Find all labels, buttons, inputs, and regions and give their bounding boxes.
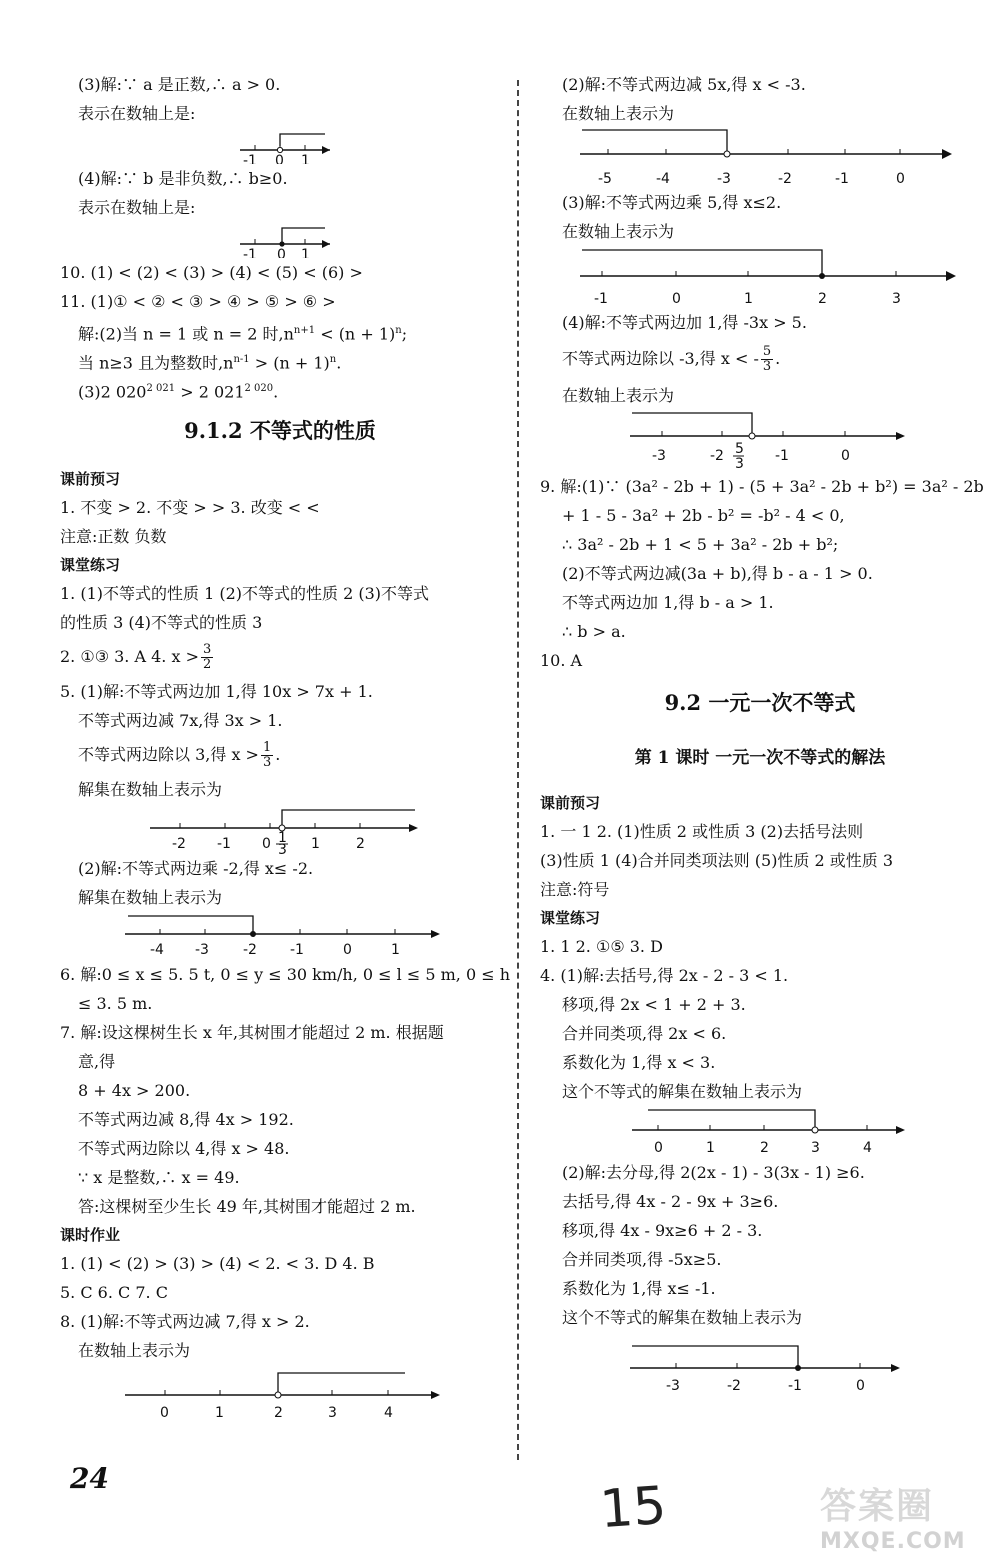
answer-line: 系数化为 1,得 x≤ -1. [562,1279,716,1298]
answer-line: (2)不等式两边减(3a + b),得 b - a - 1 > 0. [562,564,873,583]
answer-line: 1. 一 1 2. (1)性质 2 或性质 3 (2)去括号法则 [540,822,864,841]
answer-line: 7. 解:设这棵树生长 x 年,其树围才能超过 2 m. 根据题 [60,1023,444,1042]
tick-label: -1 [788,1378,802,1394]
answer-line: 解集在数轴上表示为 [78,888,223,907]
watermark [820,1478,995,1558]
page-number: 24 [70,1462,109,1495]
answer-line: (2)解:不等式两边减 5x,得 x < -3. [562,75,806,94]
number-line [60,1365,500,1421]
answer-line: ∴ b > a. [562,622,626,641]
tick-label: -2 [243,942,257,958]
number-line [540,1332,980,1394]
right-column [540,70,984,1394]
number-line [540,1106,980,1158]
section-title: 9.1.2 不等式的性质 [184,418,376,443]
answer-line: 这个不等式的解集在数轴上表示为 [562,1308,803,1327]
subsection-heading: 课前预习 [60,470,121,488]
tick-label: 0 [841,448,850,464]
answer-line: 11. (1)① < ② < ③ > ④ > ⑤ > ⑥ > [60,292,336,311]
number-line [540,128,980,188]
tick-label: -4 [656,171,670,187]
tick-label: 0 [856,1378,865,1394]
number-line [540,246,980,308]
number-line [60,912,500,960]
watermark-url: MXQE.COM [820,1529,966,1554]
column-divider [517,80,519,1460]
tick-label: -2 [710,448,724,464]
tick-label: 0 [160,1405,169,1421]
answer-line: 合并同类项,得 -5x≥5. [562,1250,722,1269]
number-line [540,410,980,472]
subsection-heading: 课时作业 [60,1226,121,1244]
answer-line: 移项,得 2x < 1 + 2 + 3. [562,995,746,1014]
tick-label: 3 [328,1405,337,1421]
answer-line: 表示在数轴上是: [78,198,196,217]
tick-label: -1 [217,836,231,852]
lesson-title: 第 1 课时 一元一次不等式的解法 [634,748,886,768]
answer-line: 解:(2)当 n = 1 或 n = 2 时$,n^{n+1} < (n + 1)^n$; [78,324,408,344]
tick-label: 1 [215,1405,224,1421]
answer-line: 在数轴上表示为 [562,222,675,241]
answer-line: 合并同类项,得 2x < 6. [562,1024,727,1043]
answer-line: (3)性质 1 (4)合并同类项法则 (5)性质 2 或性质 3 [540,851,894,870]
subsection-heading: 课堂练习 [540,909,601,927]
answer-line: (3)2 $020^{2 021} > 2$ $021^{2 020}$. [78,382,279,402]
tick-label: 2 [356,836,365,852]
tick-label: 5 [735,441,744,457]
answer-line: 系数化为 1,得 x < 3. [562,1053,716,1072]
answer-line: (4)解:∵ b 是非负数,∴ b≥0. [78,169,288,188]
answer-line: 1. (1) < (2) > (3) > (4) < 2. < 3. D 4. B [60,1254,375,1273]
answer-line: 5. C 6. C 7. C [60,1283,168,1302]
answer-line: 4. (1)解:去括号,得 2x - 2 - 3 < 1. [540,966,789,985]
answer-line: ∴ 3a² - 2b + 1 < 5 + 3a² - 2b + b²; [562,535,839,554]
tick-label: -3 [195,942,209,958]
answer-line: 注意:正数 负数 [60,527,167,546]
answer-line: 解集在数轴上表示为 [78,780,223,799]
tick-label: 0 [275,153,284,164]
answer-line: 10. A [540,651,583,670]
answer-line: 的性质 3 (4)不等式的性质 3 [60,613,263,632]
answer-line: 不等式两边除以 3,得 x > $\frac{1}{3}$ . [78,740,281,770]
tick-label: 0 [654,1140,663,1156]
answer-line: 9. 解:(1)∵ (3a² - 2b + 1) - (5 + 3a² - 2b + b²) = 3a² - 2b [540,477,984,496]
answer-line: 1. 不变 > 2. 不变 > > 3. 改变 < < [60,498,320,517]
left-column [60,70,511,1421]
tick-label: 2 [818,291,827,307]
answer-line: 在数轴上表示为 [562,104,675,123]
answer-line: 1. 1 2. ①⑤ 3. D [540,937,663,956]
tick-label: -3 [666,1378,680,1394]
answer-line: 2. ①③ 3. A 4. x > $\frac{3}{2}$ [60,642,212,672]
number-line [60,804,500,854]
answer-line: (2)解:去分母,得 2(2x - 1) - 3(3x - 1) ≥6. [562,1163,865,1182]
number-line [60,128,500,164]
answer-line: (2)解:不等式两边乘 -2,得 x≤ -2. [78,859,314,878]
tick-label: 3 [811,1140,820,1156]
tick-label: -1 [290,942,304,958]
number-line [60,222,500,258]
tick-label: 0 [343,942,352,958]
tick-label: 0 [262,836,271,852]
tick-label: -2 [727,1378,741,1394]
answer-line: 这个不等式的解集在数轴上表示为 [562,1082,803,1101]
tick-label: -5 [598,171,612,187]
tick-label: 4 [863,1140,872,1156]
answer-line: 答:这棵树至少生长 49 年,其树围才能超过 2 m. [78,1197,416,1216]
tick-label: -1 [594,291,608,307]
answer-line: 8. (1)解:不等式两边减 7,得 x > 2. [60,1312,310,1331]
tick-label: -2 [778,171,792,187]
answer-line: 当 n≥3 且为整数时$,n^{n-1} > (n + 1)^n$. [78,353,342,373]
answer-line: ≤ 3. 5 m. [78,994,153,1013]
answer-line: 1. (1)不等式的性质 1 (2)不等式的性质 2 (3)不等式 [60,584,430,603]
tick-label: 1 [301,153,310,164]
tick-label: 0 [277,247,286,258]
answer-line: 去括号,得 4x - 2 - 9x + 3≥6. [562,1192,779,1211]
tick-label: 3 [892,291,901,307]
answer-line: 不等式两边减 8,得 4x > 192. [78,1110,294,1129]
tick-label: 3 [735,456,744,472]
tick-label: -2 [172,836,186,852]
answer-line: 不等式两边除以 4,得 x > 48. [78,1139,290,1158]
answer-line: 8 + 4x > 200. [78,1081,191,1100]
answer-line: + 1 - 5 - 3a² + 2b - b² = -b² - 4 < 0, [562,506,845,525]
watermark-text: 答案圈 [820,1486,935,1527]
handwritten-note: 15 [597,1475,669,1541]
section-title: 9.2 一元一次不等式 [664,690,856,715]
tick-label: 1 [391,942,400,958]
answer-line: 10. (1) < (2) < (3) > (4) < (5) < (6) > [60,263,363,282]
answer-line: 5. (1)解:不等式两边加 1,得 10x > 7x + 1. [60,682,373,701]
answer-line: 移项,得 4x - 9x≥6 + 2 - 3. [562,1221,763,1240]
answer-line: 不等式两边加 1,得 b - a > 1. [562,593,774,612]
tick-label: -1 [243,153,257,164]
tick-label: 0 [672,291,681,307]
tick-label: -4 [150,942,164,958]
tick-label: 1 [706,1140,715,1156]
tick-label: -3 [652,448,666,464]
answer-line: 注意:符号 [540,880,610,899]
answer-line: 在数轴上表示为 [78,1341,191,1360]
tick-label: 1 [744,291,753,307]
tick-label: -3 [717,171,731,187]
answer-line: 在数轴上表示为 [562,386,675,405]
tick-label: -1 [775,448,789,464]
tick-label: -1 [243,247,257,258]
tick-label: 0 [896,171,905,187]
answer-line: 表示在数轴上是: [78,104,196,123]
answer-line: (3)解:不等式两边乘 5,得 x≤2. [562,193,782,212]
subsection-heading: 课前预习 [540,794,601,812]
answer-line: 不等式两边除以 -3,得 x < - $\frac{5}{3}$ . [562,344,781,374]
answer-line: 意,得 [78,1052,116,1071]
answer-line: ∵ x 是整数,∴ x = 49. [78,1168,240,1187]
tick-label: 2 [274,1405,283,1421]
answer-line: (4)解:不等式两边加 1,得 -3x > 5. [562,313,807,332]
tick-label: 2 [760,1140,769,1156]
tick-label: 1 [311,836,320,852]
answer-line: 不等式两边减 7x,得 3x > 1. [78,711,283,730]
answer-line: 6. 解:0 ≤ x ≤ 5. 5 t, 0 ≤ y ≤ 30 km/h, 0 ≤ l ≤ 5 m, 0 ≤ h [60,965,511,984]
tick-label: 1 [301,247,310,258]
tick-label: -1 [835,171,849,187]
answer-line: (3)解:∵ a 是正数,∴ a > 0. [78,75,281,94]
tick-label: 3 [278,842,287,854]
tick-label: 4 [384,1405,393,1421]
subsection-heading: 课堂练习 [60,556,121,574]
tick-label: 1 [278,830,287,846]
